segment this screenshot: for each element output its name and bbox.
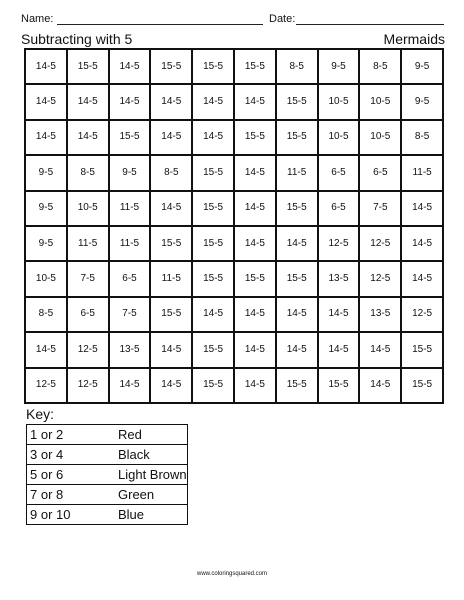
date-underline[interactable] bbox=[296, 24, 444, 25]
worksheet-theme: Mermaids bbox=[383, 31, 445, 47]
key-row bbox=[27, 505, 188, 525]
grid-cell[interactable]: 12-5 bbox=[360, 227, 402, 262]
grid-cell[interactable]: 10-5 bbox=[360, 121, 402, 156]
name-underline[interactable] bbox=[57, 24, 263, 25]
grid-cell[interactable]: 15-5 bbox=[235, 121, 277, 156]
name-label: Name: bbox=[21, 13, 54, 25]
grid-cell[interactable]: 14-5 bbox=[402, 262, 444, 297]
grid-cell[interactable]: 14-5 bbox=[151, 192, 193, 227]
key-row bbox=[27, 445, 188, 465]
grid-cell[interactable]: 10-5 bbox=[319, 121, 361, 156]
grid-cell[interactable]: 8-5 bbox=[402, 121, 444, 156]
key-value: 5 or 6 bbox=[27, 465, 109, 485]
grid-cell[interactable]: 14-5 bbox=[193, 85, 235, 120]
grid-cell[interactable]: 14-5 bbox=[402, 192, 444, 227]
grid-cell[interactable]: 14-5 bbox=[68, 121, 110, 156]
grid-cell[interactable]: 8-5 bbox=[68, 156, 110, 191]
grid-cell[interactable]: 14-5 bbox=[277, 227, 319, 262]
grid-cell[interactable]: 10-5 bbox=[319, 85, 361, 120]
grid-cell[interactable]: 11-5 bbox=[402, 156, 444, 191]
grid-cell[interactable]: 14-5 bbox=[151, 333, 193, 368]
grid-cell[interactable]: 15-5 bbox=[402, 333, 444, 368]
grid-cell[interactable]: 15-5 bbox=[235, 262, 277, 297]
grid-cell[interactable]: 9-5 bbox=[402, 85, 444, 120]
key-value: 9 or 10 bbox=[27, 505, 109, 525]
grid-cell[interactable]: 7-5 bbox=[110, 298, 152, 333]
grid-cell[interactable]: 14-5 bbox=[319, 333, 361, 368]
grid-cell[interactable]: 6-5 bbox=[110, 262, 152, 297]
grid-cell[interactable]: 12-5 bbox=[319, 227, 361, 262]
grid-cell[interactable]: 14-5 bbox=[26, 50, 68, 85]
grid-cell[interactable]: 10-5 bbox=[26, 262, 68, 297]
grid-cell[interactable]: 10-5 bbox=[360, 85, 402, 120]
grid-cell[interactable]: 15-5 bbox=[193, 369, 235, 404]
grid-cell[interactable]: 8-5 bbox=[26, 298, 68, 333]
grid-cell[interactable]: 15-5 bbox=[68, 50, 110, 85]
key-color: Blue bbox=[108, 505, 188, 525]
grid-cell[interactable]: 15-5 bbox=[277, 85, 319, 120]
color-key-table bbox=[26, 424, 188, 525]
grid-cell[interactable]: 14-5 bbox=[193, 298, 235, 333]
key-value: 7 or 8 bbox=[27, 485, 109, 505]
grid-cell[interactable]: 6-5 bbox=[360, 156, 402, 191]
grid-cell[interactable]: 14-5 bbox=[235, 156, 277, 191]
grid-cell[interactable]: 14-5 bbox=[235, 227, 277, 262]
grid-cell[interactable]: 14-5 bbox=[235, 192, 277, 227]
grid-cell[interactable]: 15-5 bbox=[193, 262, 235, 297]
grid-cell[interactable]: 9-5 bbox=[26, 227, 68, 262]
grid-cell[interactable]: 8-5 bbox=[360, 50, 402, 85]
grid-cell[interactable]: 15-5 bbox=[151, 298, 193, 333]
grid-cell[interactable]: 14-5 bbox=[360, 369, 402, 404]
grid-cell[interactable]: 14-5 bbox=[26, 333, 68, 368]
grid-cell[interactable]: 9-5 bbox=[26, 156, 68, 191]
grid-cell[interactable]: 14-5 bbox=[26, 121, 68, 156]
grid-cell[interactable]: 11-5 bbox=[151, 262, 193, 297]
key-color: Light Brown bbox=[108, 465, 188, 485]
key-title: Key: bbox=[26, 406, 55, 422]
grid-cell[interactable]: 15-5 bbox=[193, 227, 235, 262]
grid-cell[interactable]: 11-5 bbox=[110, 192, 152, 227]
grid-cell[interactable]: 7-5 bbox=[360, 192, 402, 227]
grid-cell[interactable]: 14-5 bbox=[110, 369, 152, 404]
grid-cell[interactable]: 14-5 bbox=[151, 369, 193, 404]
key-value: 1 or 2 bbox=[27, 425, 109, 445]
key-color: Red bbox=[108, 425, 188, 445]
grid-cell[interactable]: 14-5 bbox=[151, 85, 193, 120]
grid-cell[interactable]: 14-5 bbox=[319, 298, 361, 333]
grid-cell[interactable]: 7-5 bbox=[68, 262, 110, 297]
grid-cell[interactable]: 15-5 bbox=[277, 121, 319, 156]
worksheet-title: Subtracting with 5 bbox=[21, 31, 133, 47]
grid-cell[interactable]: 9-5 bbox=[402, 50, 444, 85]
key-row bbox=[27, 485, 188, 505]
grid-cell[interactable]: 14-5 bbox=[360, 333, 402, 368]
grid-cell[interactable]: 9-5 bbox=[110, 156, 152, 191]
grid-cell[interactable]: 12-5 bbox=[26, 369, 68, 404]
grid-cell[interactable]: 6-5 bbox=[319, 156, 361, 191]
grid-cell[interactable]: 15-5 bbox=[151, 227, 193, 262]
grid-cell[interactable]: 14-5 bbox=[110, 85, 152, 120]
grid-cell[interactable]: 15-5 bbox=[110, 121, 152, 156]
grid-cell[interactable]: 13-5 bbox=[360, 298, 402, 333]
title-bar bbox=[21, 30, 445, 48]
grid-cell[interactable]: 12-5 bbox=[360, 262, 402, 297]
grid-cell[interactable]: 15-5 bbox=[193, 192, 235, 227]
grid-cell[interactable]: 6-5 bbox=[68, 298, 110, 333]
grid-cell[interactable]: 12-5 bbox=[68, 369, 110, 404]
grid-cell[interactable]: 11-5 bbox=[277, 156, 319, 191]
key-color: Green bbox=[108, 485, 188, 505]
grid-cell[interactable]: 15-5 bbox=[193, 50, 235, 85]
grid-cell[interactable]: 15-5 bbox=[277, 369, 319, 404]
grid-cell[interactable]: 9-5 bbox=[26, 192, 68, 227]
grid-cell[interactable]: 10-5 bbox=[68, 192, 110, 227]
grid-cell[interactable]: 6-5 bbox=[319, 192, 361, 227]
grid-cell[interactable]: 15-5 bbox=[277, 262, 319, 297]
grid-cell[interactable]: 12-5 bbox=[68, 333, 110, 368]
grid-cell[interactable]: 11-5 bbox=[68, 227, 110, 262]
grid-cell[interactable]: 14-5 bbox=[235, 369, 277, 404]
grid-cell[interactable]: 15-5 bbox=[193, 333, 235, 368]
grid-cell[interactable]: 11-5 bbox=[110, 227, 152, 262]
grid-cell[interactable]: 9-5 bbox=[319, 50, 361, 85]
grid-cell[interactable]: 12-5 bbox=[402, 298, 444, 333]
grid-cell[interactable]: 14-5 bbox=[277, 333, 319, 368]
problem-grid bbox=[24, 48, 444, 404]
grid-cell[interactable]: 14-5 bbox=[193, 121, 235, 156]
grid-cell[interactable]: 15-5 bbox=[235, 50, 277, 85]
grid-cell[interactable]: 15-5 bbox=[151, 50, 193, 85]
key-row bbox=[27, 465, 188, 485]
grid-cell[interactable]: 14-5 bbox=[235, 333, 277, 368]
grid-cell[interactable]: 8-5 bbox=[151, 156, 193, 191]
date-label: Date: bbox=[269, 13, 296, 25]
grid-cell[interactable]: 15-5 bbox=[193, 156, 235, 191]
grid-cell[interactable]: 15-5 bbox=[277, 192, 319, 227]
footer-url: www.coloringsquared.com bbox=[196, 571, 268, 577]
grid-cell[interactable]: 14-5 bbox=[26, 85, 68, 120]
key-row bbox=[27, 425, 188, 445]
key-color: Black bbox=[108, 445, 188, 465]
grid-cell[interactable]: 14-5 bbox=[110, 50, 152, 85]
key-value: 3 or 4 bbox=[27, 445, 109, 465]
grid-cell[interactable]: 14-5 bbox=[402, 227, 444, 262]
grid-cell[interactable]: 14-5 bbox=[277, 298, 319, 333]
grid-cell[interactable]: 13-5 bbox=[110, 333, 152, 368]
grid-cell[interactable]: 15-5 bbox=[319, 369, 361, 404]
grid-cell[interactable]: 14-5 bbox=[68, 85, 110, 120]
grid-cell[interactable]: 14-5 bbox=[235, 85, 277, 120]
grid-cell[interactable]: 15-5 bbox=[402, 369, 444, 404]
grid-cell[interactable]: 13-5 bbox=[319, 262, 361, 297]
grid-cell[interactable]: 8-5 bbox=[277, 50, 319, 85]
grid-cell[interactable]: 14-5 bbox=[235, 298, 277, 333]
grid-cell[interactable]: 14-5 bbox=[151, 121, 193, 156]
